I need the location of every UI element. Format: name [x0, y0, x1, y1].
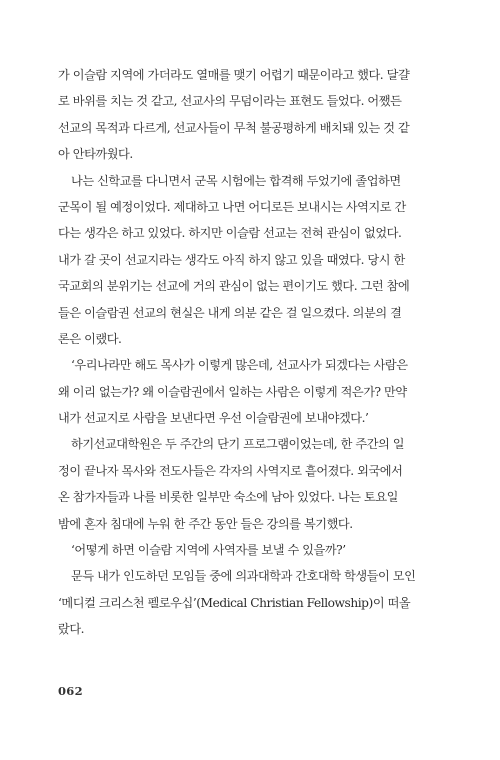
text-line: 론은 이랬다. [58, 331, 122, 346]
text-line: 내가 갈 곳이 선교지라는 생각도 아직 하지 않고 있을 때였다. 당시 한 [58, 252, 405, 267]
text-line: 나는 신학교를 다니면서 군목 시험에는 합격해 두었기에 졸업하면 [71, 173, 401, 188]
text-line: 내가 선교지로 사람을 보낸다면 우선 이슬람권에 보내야겠다.’ [58, 411, 369, 426]
text-line: 아 안타까웠다. [58, 147, 133, 162]
text-line: 로 바위를 치는 것 같고, 선교사의 무덤이라는 표현도 들었다. 어쨌든 [58, 94, 402, 109]
page-number: 062 [58, 684, 83, 698]
text-line: 다는 생각은 하고 있었다. 하지만 이슬람 선교는 전혀 관심이 없었다. [58, 226, 402, 241]
paragraph-1 [58, 62, 442, 168]
text-line: 온 참가자들과 나를 비롯한 일부만 숙소에 남아 있었다. 나는 토요일 [58, 490, 398, 505]
quote-question [58, 537, 442, 563]
text-line: 왜 이리 없는가? 왜 이슬람권에서 일하는 사람은 이렇게 적은가? 만약 [58, 384, 407, 399]
text-line: 랐다. [58, 622, 85, 637]
paragraph-2 [58, 168, 442, 353]
text-line: 문득 내가 인도하던 모임들 중에 의과대학과 간호대학 학생들이 모인 [71, 569, 416, 584]
text-line: 정이 끝나자 목사와 전도사들은 각자의 사역지로 흩어졌다. 외국에서 [58, 463, 403, 478]
paragraph-6 [58, 563, 442, 642]
text-line: 하기선교대학원은 두 주간의 단기 프로그램이었는데, 한 주간의 일 [71, 437, 405, 452]
text-line: 가 이슬람 지역에 가더라도 열매를 맺기 어렵기 때문이라고 했다. 달걀 [58, 68, 410, 82]
paragraph-4 [58, 431, 442, 537]
text-line: 국교회의 분위기는 선교에 거의 관심이 없는 편이기도 했다. 그런 참에 [58, 279, 410, 294]
text-line: ‘메디컬 크리스천 펠로우십’(Medical Christian Fellowship)이 떠올 [58, 595, 411, 610]
quote-paragraph [58, 352, 442, 431]
text-line: 밤에 혼자 침대에 누워 한 주간 동안 들은 강의를 복기했다. [58, 516, 353, 531]
text-line: ‘우리나라만 해도 목사가 이렇게 많은데, 선교사가 되겠다는 사람은 [71, 358, 408, 373]
text-line: ‘어떻게 하면 이슬람 지역에 사역자를 보낼 수 있을까?’ [71, 543, 346, 558]
text-line: 선교의 목적과 다르게, 선교사들이 무척 불공평하게 배치돼 있는 것 같 [58, 120, 410, 135]
text-line: 군목이 될 예정이었다. 제대하고 나면 어디로든 보내시는 사역지로 간 [58, 199, 406, 214]
text-line: 들은 이슬람권 선교의 현실은 내게 의분 같은 걸 일으켰다. 의분의 결 [58, 305, 402, 320]
body-text [58, 62, 442, 643]
